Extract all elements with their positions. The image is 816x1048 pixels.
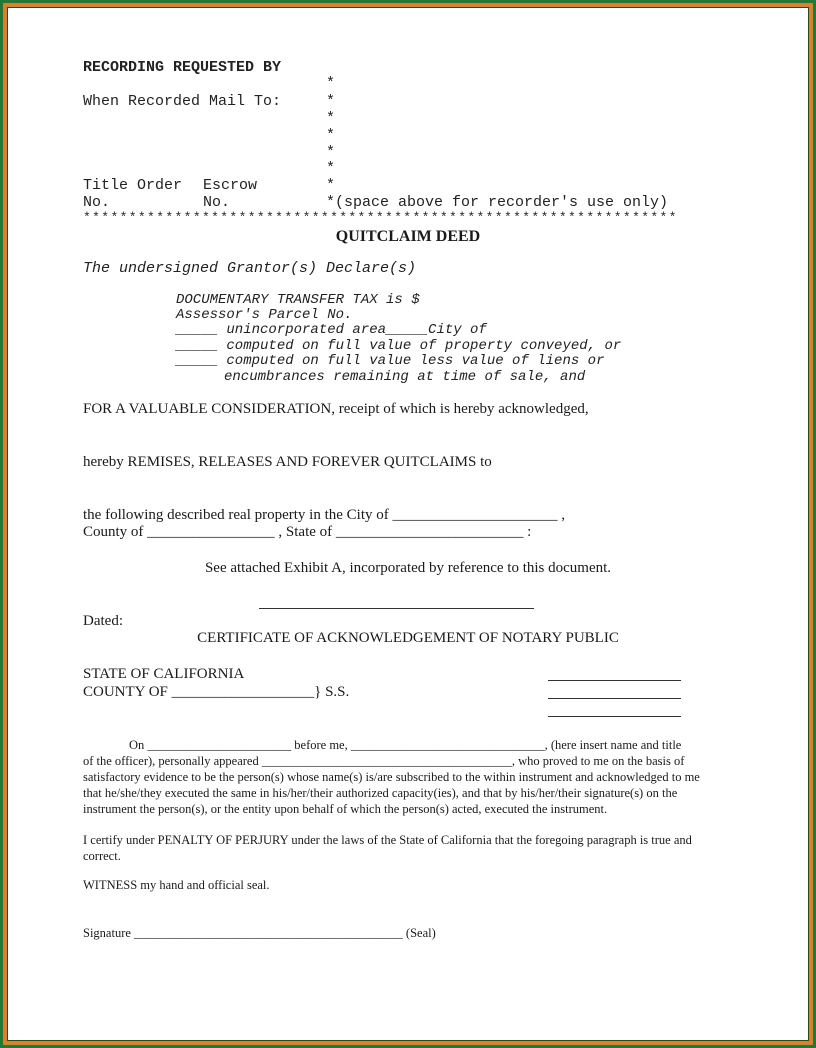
encumbrances-line: encumbrances remaining at time of sale, and (224, 369, 586, 385)
star-marker: * (326, 127, 336, 144)
acknowledgement-line: that he/she/they executed the same in his/her/their authorized capacity(ies), and that by his/her/their signature(s) on the (83, 786, 678, 800)
perjury-line: correct. (83, 849, 121, 863)
star-marker: * (326, 110, 336, 127)
recording-requested-label: RECORDING REQUESTED BY (83, 59, 282, 76)
perjury-paragraph (83, 832, 743, 864)
document-title: QUITCLAIM DEED (335, 228, 481, 245)
consideration-clause: FOR A VALUABLE CONSIDERATION, receipt of which is hereby acknowledged, (83, 401, 589, 417)
title-order-no-label: No. (83, 194, 111, 211)
witness-statement: WITNESS my hand and official seal. (83, 878, 270, 892)
escrow-label: Escrow (203, 177, 258, 194)
computed-full-value-line: _____ computed on full value of property conveyed, or (176, 338, 622, 354)
notary-certificate-title: CERTIFICATE OF ACKNOWLEDGEMENT OF NOTARY PUBLIC (197, 630, 619, 646)
computed-less-liens-line: _____ computed on full value less value of liens or (176, 353, 605, 369)
star-marker: * (326, 177, 336, 194)
unincorporated-area-line: _____ unincorporated area_____City of (176, 322, 487, 338)
acknowledgement-line: satisfactory evidence to be the person(s) whose name(s) is/are subscribed to the within instrument and acknowledged to me (83, 770, 700, 784)
perjury-line: I certify under PENALTY OF PERJURY under the laws of the State of California that the foregoing paragraph is true and (83, 833, 692, 847)
assessor-parcel-line: Assessor's Parcel No. (176, 307, 353, 323)
escrow-no-label: No. (203, 194, 231, 211)
state-label: STATE OF CALIFORNIA (83, 666, 245, 682)
transfer-tax-line: DOCUMENTARY TRANSFER TAX is $ (176, 292, 420, 308)
blank-line (548, 698, 681, 699)
title-order-label: Title Order (83, 177, 183, 194)
quitclaim-clause: hereby REMISES, RELEASES AND FOREVER QUITCLAIMS to (83, 454, 492, 470)
star-marker: * (326, 93, 336, 110)
county-label: COUNTY OF ___________________} S.S. (83, 684, 350, 700)
grantor-declaration: The undersigned Grantor(s) Declare(s) (83, 260, 417, 277)
acknowledgement-line: instrument the person(s), or the entity upon behalf of which the person(s) acted, executed the instrument. (83, 802, 608, 816)
property-city-line: the following described real property in the City of ______________________ , (83, 507, 565, 523)
dated-label: Dated: (83, 613, 123, 629)
acknowledgement-line: On _______________________ before me, _______________________________, (here insert name and title (129, 738, 682, 752)
recorder-use-note: *(space above for recorder's use only) (326, 194, 669, 211)
grantor-signature-line (259, 608, 534, 609)
star-marker: * (326, 160, 336, 177)
when-recorded-label: When Recorded Mail To: (83, 93, 282, 110)
blank-line (548, 716, 681, 717)
property-county-state-line: County of _________________ , State of _________________________ : (83, 524, 532, 540)
star-marker: * (326, 144, 336, 161)
signature-seal-line: Signature ___________________________________________ (Seal) (83, 926, 436, 940)
acknowledgement-paragraph (83, 737, 743, 817)
blank-line (548, 680, 681, 681)
star-marker: * (326, 75, 336, 92)
exhibit-reference: See attached Exhibit A, incorporated by reference to this document. (204, 560, 612, 576)
star-separator-rule: ***************************************************************** (83, 210, 678, 225)
acknowledgement-line: of the officer), personally appeared ________________________________________, who proved to me on the basis of (83, 754, 685, 768)
